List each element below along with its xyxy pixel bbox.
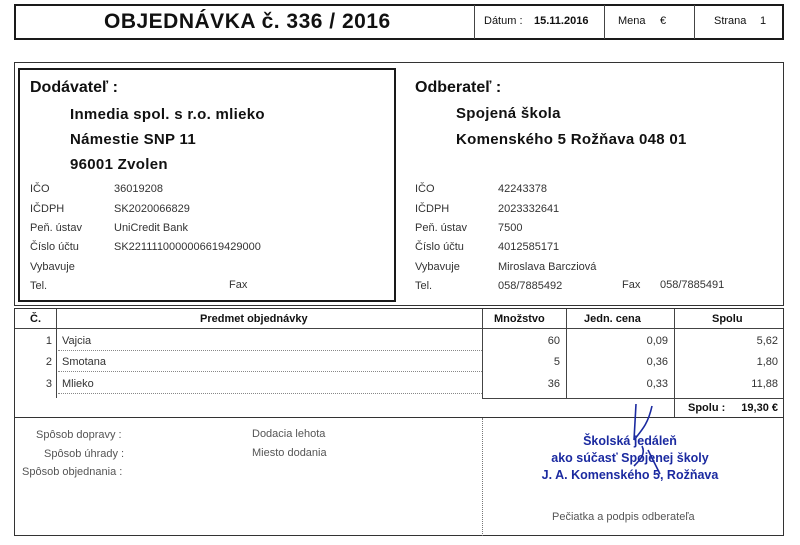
header-divider bbox=[474, 5, 475, 39]
customer-contact-label: Vybavuje bbox=[415, 261, 460, 273]
customer-account-label: Číslo účtu bbox=[415, 241, 464, 253]
row-no: 2 bbox=[45, 356, 52, 368]
footer-divider bbox=[482, 418, 483, 536]
customer-ico-label: IČO bbox=[415, 183, 435, 195]
customer-ico-value: 42243378 bbox=[498, 183, 547, 195]
supplier-bank-value: UniCredit Bank bbox=[114, 222, 188, 234]
table-col-divider bbox=[566, 309, 567, 398]
supplier-fax-label: Fax bbox=[229, 279, 248, 291]
customer-tel-value: 058/7885492 bbox=[498, 280, 563, 292]
row-separator bbox=[58, 393, 482, 394]
supplier-bank-label: Peň. ústav bbox=[30, 222, 82, 234]
supplier-icdph-label: IČDPH bbox=[30, 203, 65, 215]
delivery-deadline-label: Dodacia lehota bbox=[252, 428, 326, 440]
row-total: 1,80 bbox=[756, 356, 778, 368]
signature-label: Pečiatka a podpis odberateľa bbox=[552, 511, 695, 523]
row-separator bbox=[58, 371, 482, 372]
page-value: 1 bbox=[760, 15, 767, 27]
row-price: 0,36 bbox=[646, 356, 668, 368]
supplier-account-value: SK2211110000006619429000 bbox=[114, 241, 261, 253]
customer-bank-value: 7500 bbox=[498, 222, 523, 234]
delivery-method-label: Spôsob dopravy : bbox=[36, 429, 122, 441]
supplier-name: Inmedia spol. s r.o. mlieko bbox=[70, 106, 265, 123]
currency-label: Mena bbox=[618, 15, 646, 27]
row-item: Smotana bbox=[62, 356, 107, 368]
table-sum-line bbox=[482, 398, 783, 399]
table-col-divider bbox=[56, 309, 57, 398]
supplier-heading: Dodávateľ : bbox=[30, 79, 118, 96]
customer-contact-value: Miroslava Barcziová bbox=[498, 261, 597, 273]
supplier-ico-value: 36019208 bbox=[114, 183, 163, 195]
delivery-place-label: Miesto dodania bbox=[252, 447, 327, 459]
header-divider bbox=[604, 5, 605, 39]
col-header-item: Predmet objednávky bbox=[200, 313, 308, 325]
supplier-contact-label: Vybavuje bbox=[30, 261, 75, 273]
row-no: 1 bbox=[45, 335, 52, 347]
customer-name: Spojená škola bbox=[456, 105, 561, 122]
customer-icdph-value: 2023332641 bbox=[498, 203, 560, 215]
customer-fax-value: 058/7885491 bbox=[660, 279, 725, 291]
date-label: Dátum : bbox=[484, 15, 523, 27]
currency-value: € bbox=[660, 15, 667, 27]
table-col-divider bbox=[674, 309, 675, 417]
supplier-account-label: Číslo účtu bbox=[30, 241, 79, 253]
stamp-line: ako súčasť Spojenej školy bbox=[551, 451, 709, 465]
table-col-divider bbox=[482, 309, 483, 398]
row-separator bbox=[58, 350, 482, 351]
sum-value: 19,30 € bbox=[741, 402, 778, 414]
customer-icdph-label: IČDPH bbox=[415, 203, 450, 215]
customer-tel-label: Tel. bbox=[415, 280, 433, 292]
row-price: 0,09 bbox=[646, 335, 668, 347]
document-title: OBJEDNÁVKA č. 336 / 2016 bbox=[104, 10, 391, 33]
col-header-total: Spolu bbox=[712, 313, 743, 325]
customer-bank-label: Peň. ústav bbox=[415, 222, 467, 234]
row-item: Vajcia bbox=[62, 335, 92, 347]
row-no: 3 bbox=[45, 378, 52, 390]
col-header-price: Jedn. cena bbox=[584, 313, 641, 325]
row-price: 0,33 bbox=[646, 378, 668, 390]
supplier-icdph-value: SK2020066829 bbox=[114, 203, 190, 215]
supplier-ico-label: IČO bbox=[30, 183, 50, 195]
supplier-tel-label: Tel. bbox=[30, 280, 48, 292]
header-divider bbox=[694, 5, 695, 39]
sum-label: Spolu : bbox=[688, 402, 726, 414]
customer-address: Komenského 5 Rožňava 048 01 bbox=[456, 131, 687, 148]
supplier-city: 96001 Zvolen bbox=[70, 156, 168, 173]
stamp-line: J. A. Komenského 5, Rožňava bbox=[541, 468, 719, 482]
school-stamp bbox=[510, 433, 750, 484]
page-label: Strana bbox=[714, 15, 747, 27]
customer-account-value: 4012585171 bbox=[498, 241, 560, 253]
payment-method-label: Spôsob úhrady : bbox=[44, 448, 125, 460]
supplier-street: Námestie SNP 11 bbox=[70, 131, 196, 148]
row-total: 11,88 bbox=[751, 378, 778, 390]
order-method-label: Spôsob objednania : bbox=[22, 466, 123, 478]
row-total: 5,62 bbox=[756, 335, 778, 347]
date-value: 15.11.2016 bbox=[534, 15, 589, 27]
col-header-qty: Množstvo bbox=[494, 313, 545, 325]
row-qty: 5 bbox=[553, 356, 560, 368]
col-header-no: Č. bbox=[30, 313, 41, 325]
row-qty: 36 bbox=[547, 378, 560, 390]
row-item: Mlieko bbox=[62, 378, 94, 390]
table-header-line bbox=[15, 328, 783, 329]
stamp-line: Školská jedáleň bbox=[583, 434, 677, 448]
row-qty: 60 bbox=[547, 335, 560, 347]
customer-heading: Odberateľ : bbox=[415, 79, 502, 96]
customer-fax-label: Fax bbox=[622, 279, 641, 291]
